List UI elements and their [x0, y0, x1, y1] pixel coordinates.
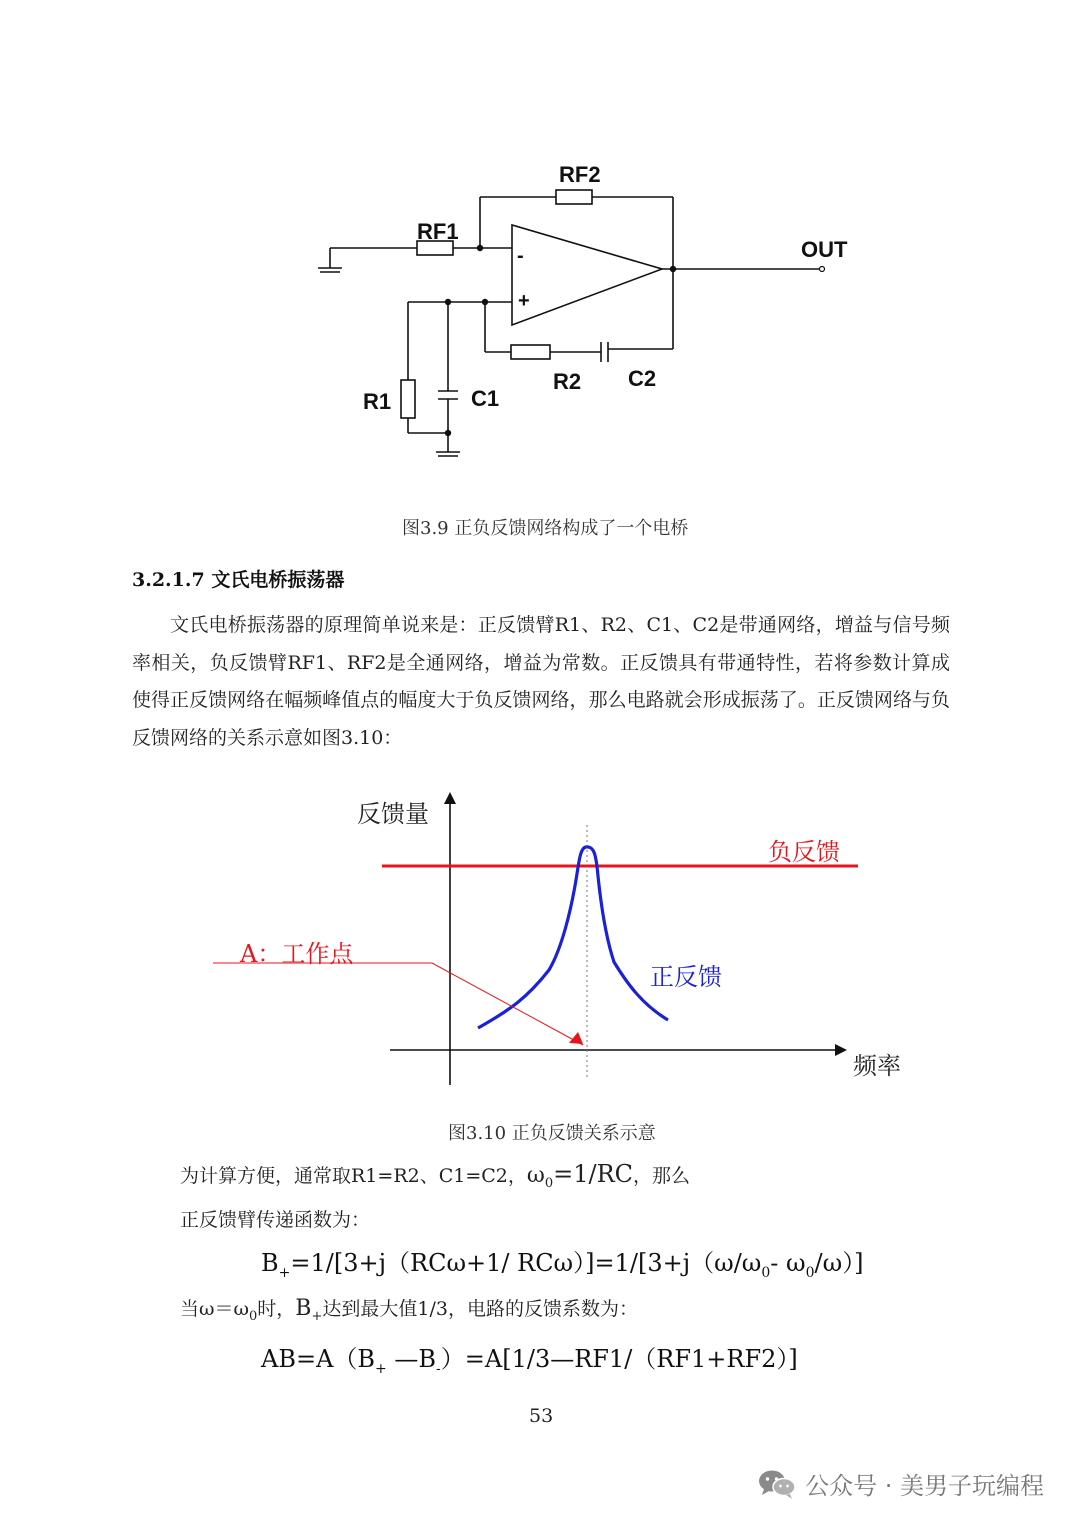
page-number: 53: [529, 1405, 554, 1427]
figure-caption-3-9: 图3.9 正负反馈网络构成了一个电桥: [402, 518, 689, 539]
operating-point-label: A：工作点: [240, 940, 354, 968]
junction-dot: [445, 430, 451, 436]
transfer-function-formula: [261, 1243, 864, 1281]
r1-resistor: [401, 380, 415, 418]
r2-resistor: [511, 345, 550, 359]
series-positive-feedback-curve: [478, 847, 668, 1028]
condition-text: 时，: [257, 1298, 296, 1320]
formula-sub: 0: [761, 1264, 771, 1281]
junction-dot: [477, 245, 483, 251]
op-amp: [512, 225, 662, 325]
figure-caption-3-10: 图3.10 正负反馈关系示意: [448, 1123, 656, 1144]
inverting-input-label: -: [517, 245, 524, 267]
r2-label: R2: [553, 369, 582, 394]
formula-body: AB=A（B: [261, 1345, 376, 1373]
formula-sub: -: [436, 1360, 441, 1377]
assumption-suffix: ，那么: [633, 1165, 691, 1187]
c2-label: C2: [628, 366, 657, 391]
output-terminal: [820, 267, 825, 272]
formula-b: B: [261, 1249, 279, 1277]
assumption-line: [180, 1160, 690, 1191]
feedback-coefficient-formula: [261, 1339, 798, 1377]
condition-b: B: [295, 1296, 312, 1321]
condition-sub: +: [311, 1308, 323, 1324]
formula-sub: 0: [805, 1264, 815, 1281]
circuit-diagram: [0, 0, 1080, 480]
omega-definition: =1/RC: [553, 1160, 634, 1188]
y-axis-label: 反馈量: [357, 800, 429, 828]
condition-sub: 0: [249, 1308, 258, 1324]
formula-sub: +: [375, 1360, 387, 1377]
formula-body: - ω: [770, 1249, 806, 1277]
c1-label: C1: [471, 386, 500, 411]
watermark: [757, 1466, 1044, 1501]
r1-label: R1: [363, 389, 392, 414]
omega-symbol: ω: [526, 1163, 545, 1188]
junction-dot: [445, 299, 451, 305]
maximum-condition-line: [180, 1294, 638, 1324]
formula-body: =1/[3+j（RCω+1/ RCω）]=1/[3+j（ω/ω: [290, 1249, 762, 1277]
section-paragraph: 文氏电桥振荡器的原理简单说来是：正反馈臂R1、R2、C1、C2是带通网络，增益与信号频率相关，负反馈臂RF1、RF2是全通网络，增益为常数。正反馈具有带通特性，若将参数计算成使得正反馈网络在幅频峰值点的幅度大于负反馈网络，那么电路就会形成振荡了。正反馈网络与负反馈网络的关系示意如图3.10：: [132, 614, 950, 749]
junction-dot: [670, 266, 676, 272]
noninverting-input-label: +: [518, 290, 530, 312]
formula-body: —B: [386, 1345, 437, 1373]
omega-subscript: 0: [544, 1175, 554, 1191]
junction-dot: [482, 299, 488, 305]
formula-body: /ω）]: [814, 1249, 864, 1277]
operating-point-pointer: [213, 963, 583, 1045]
legend-positive-feedback: 正反馈: [650, 963, 722, 991]
condition-text: 当ω＝ω: [180, 1298, 249, 1320]
formula-body: ）=A[1/3—RF1/（RF1+RF2）]: [440, 1345, 798, 1373]
legend-negative-feedback: 负反馈: [768, 838, 840, 866]
rf2-label: RF2: [559, 162, 601, 187]
watermark-text: 公众号 · 美男子玩编程: [805, 1472, 1044, 1500]
out-label: OUT: [801, 237, 848, 262]
section-heading: 3.2.1.7 文氏电桥振荡器: [132, 569, 345, 591]
rf2-resistor: [556, 190, 592, 204]
assumption-text: 为计算方便，通常取R1=R2、C1=C2，: [180, 1165, 527, 1187]
wechat-icon: [757, 1468, 797, 1500]
formula-sub: +: [278, 1264, 291, 1281]
feedback-chart: [0, 780, 1080, 1100]
transfer-function-intro: 正反馈臂传递函数为：: [180, 1209, 371, 1231]
rf1-label: RF1: [417, 219, 459, 244]
x-axis-label: 频率: [853, 1052, 901, 1080]
condition-text: 达到最大值1/3，电路的反馈系数为：: [322, 1298, 638, 1320]
